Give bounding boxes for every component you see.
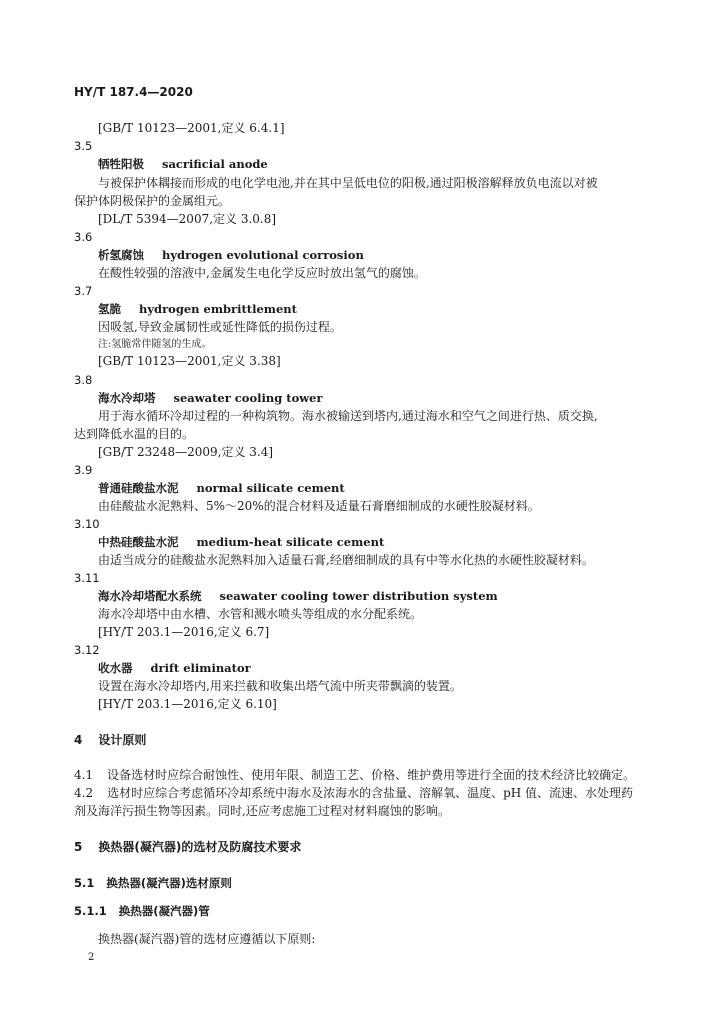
- term-definition: 达到降低水温的目的。: [74, 427, 195, 441]
- term-reference: [HY/T 203.1—2016,定义 6.10]: [98, 697, 277, 711]
- term-en: seawater cooling tower distribution system: [219, 589, 498, 603]
- page-number: 2: [88, 952, 95, 963]
- term-definition: 由适当成分的硅酸盐水泥熟料加入适量石膏,经磨细制成的具有中等水化热的水硬性胶凝材料。: [98, 553, 594, 567]
- term-definition: 与被保护体耦接而形成的电化学电池,并在其中呈低电位的阳极,通过阳极溶解释放负电流以对被: [98, 176, 598, 190]
- section-number: 4: [74, 733, 83, 747]
- term-definition: 在酸性较强的溶液中,金属发生电化学反应时放出氢气的腐蚀。: [98, 266, 426, 280]
- term-reference: [GB/T 10123—2001,定义 3.38]: [98, 354, 281, 368]
- term-definition: 保护体阴极保护的金属组元。: [74, 194, 231, 208]
- term-zh: 氢脆: [98, 302, 121, 316]
- term-heading: [98, 480, 345, 496]
- term-definition: 因吸氢,导致金属韧性或延性降低的损伤过程。: [98, 320, 342, 334]
- section-heading: [74, 732, 146, 748]
- subsection-number: 5.1.1: [74, 904, 107, 918]
- section-title: 换热器(凝汽器)的选材及防腐技术要求: [98, 840, 302, 854]
- paragraph: 换热器(凝汽器)管的选材应遵循以下原则:: [98, 932, 316, 946]
- term-reference: [DL/T 5394—2007,定义 3.0.8]: [98, 212, 277, 226]
- clause-number: 4.2: [74, 786, 94, 800]
- term-en: sacrificial anode: [162, 157, 268, 171]
- term-zh: 中热硅酸盐水泥: [98, 535, 179, 549]
- term-en: drift eliminator: [150, 661, 251, 675]
- clause-text: 选材时应综合考虑循环冷却系统中海水及浓海水的含盐量、溶解氧、温度、pH 值、流速、水处理药: [107, 786, 634, 800]
- standard-code-header: HY/T 187.4—2020: [74, 85, 193, 99]
- term-number: 3.9: [74, 463, 93, 477]
- subsection-heading: [74, 903, 210, 919]
- term-reference: [GB/T 10123—2001,定义 6.4.1]: [98, 121, 285, 135]
- term-en: medium-heat silicate cement: [196, 535, 385, 549]
- term-definition: 由硅酸盐水泥熟料、5%～20%的混合材料及适量石膏磨细制成的水硬性胶凝材料。: [98, 499, 540, 513]
- term-en: normal silicate cement: [196, 481, 345, 495]
- subsection-title: 换热器(凝汽器)选材原则: [106, 876, 232, 890]
- term-zh: 牺牲阳极: [98, 157, 144, 171]
- term-number: 3.7: [74, 284, 93, 298]
- term-en: hydrogen embrittlement: [139, 302, 297, 316]
- term-reference: [GB/T 23248—2009,定义 3.4]: [98, 445, 274, 459]
- subsection-title: 换热器(凝汽器)管: [118, 904, 210, 918]
- subsection-number: 5.1: [74, 876, 95, 890]
- section-heading: [74, 839, 301, 855]
- clause-text-continued: 剂及海洋污损生物等因素。同时,还应考虑施工过程对材料腐蚀的影响。: [74, 804, 450, 818]
- clause-text: 设备选材时应综合耐蚀性、使用年限、制造工艺、价格、维护费用等进行全面的技术经济比较确定。: [107, 768, 636, 782]
- term-en: hydrogen evolutional corrosion: [162, 248, 364, 262]
- term-zh: 收水器: [98, 661, 133, 675]
- term-heading: [98, 390, 323, 406]
- term-heading: [98, 588, 498, 604]
- term-number: 3.12: [74, 643, 100, 657]
- term-heading: [98, 247, 364, 263]
- term-definition: 设置在海水冷却塔内,用来拦截和收集出塔气流中所夹带飘滴的装置。: [98, 679, 462, 693]
- term-heading: [98, 156, 268, 172]
- term-number: 3.8: [74, 373, 93, 387]
- term-number: 3.10: [74, 517, 100, 531]
- section-title: 设计原则: [98, 733, 147, 747]
- term-zh: 析氢腐蚀: [98, 248, 144, 262]
- term-definition: 用于海水循环冷却过程的一种构筑物。海水被输送到塔内,通过海水和空气之间进行热、质交换,: [98, 409, 598, 423]
- term-number: 3.5: [74, 139, 93, 153]
- term-heading: [98, 301, 297, 317]
- term-zh: 海水冷却塔配水系统: [98, 589, 202, 603]
- term-note: 注:氢脆常伴随氢的生成。: [98, 339, 212, 350]
- section-number: 5: [74, 840, 83, 854]
- term-definition: 海水冷却塔中由水槽、水管和溅水喷头等组成的水分配系统。: [98, 607, 423, 621]
- term-number: 3.6: [74, 230, 93, 244]
- term-number: 3.11: [74, 571, 100, 585]
- term-zh: 海水冷却塔: [98, 391, 156, 405]
- term-heading: [98, 660, 251, 676]
- clause-4-1: [74, 767, 635, 783]
- clause-number: 4.1: [74, 768, 94, 782]
- term-reference: [HY/T 203.1—2016,定义 6.7]: [98, 625, 270, 639]
- term-heading: [98, 534, 384, 550]
- subsection-heading: [74, 875, 232, 891]
- clause-4-2: [74, 785, 633, 801]
- term-zh: 普通硅酸盐水泥: [98, 481, 179, 495]
- term-en: seawater cooling tower: [173, 391, 323, 405]
